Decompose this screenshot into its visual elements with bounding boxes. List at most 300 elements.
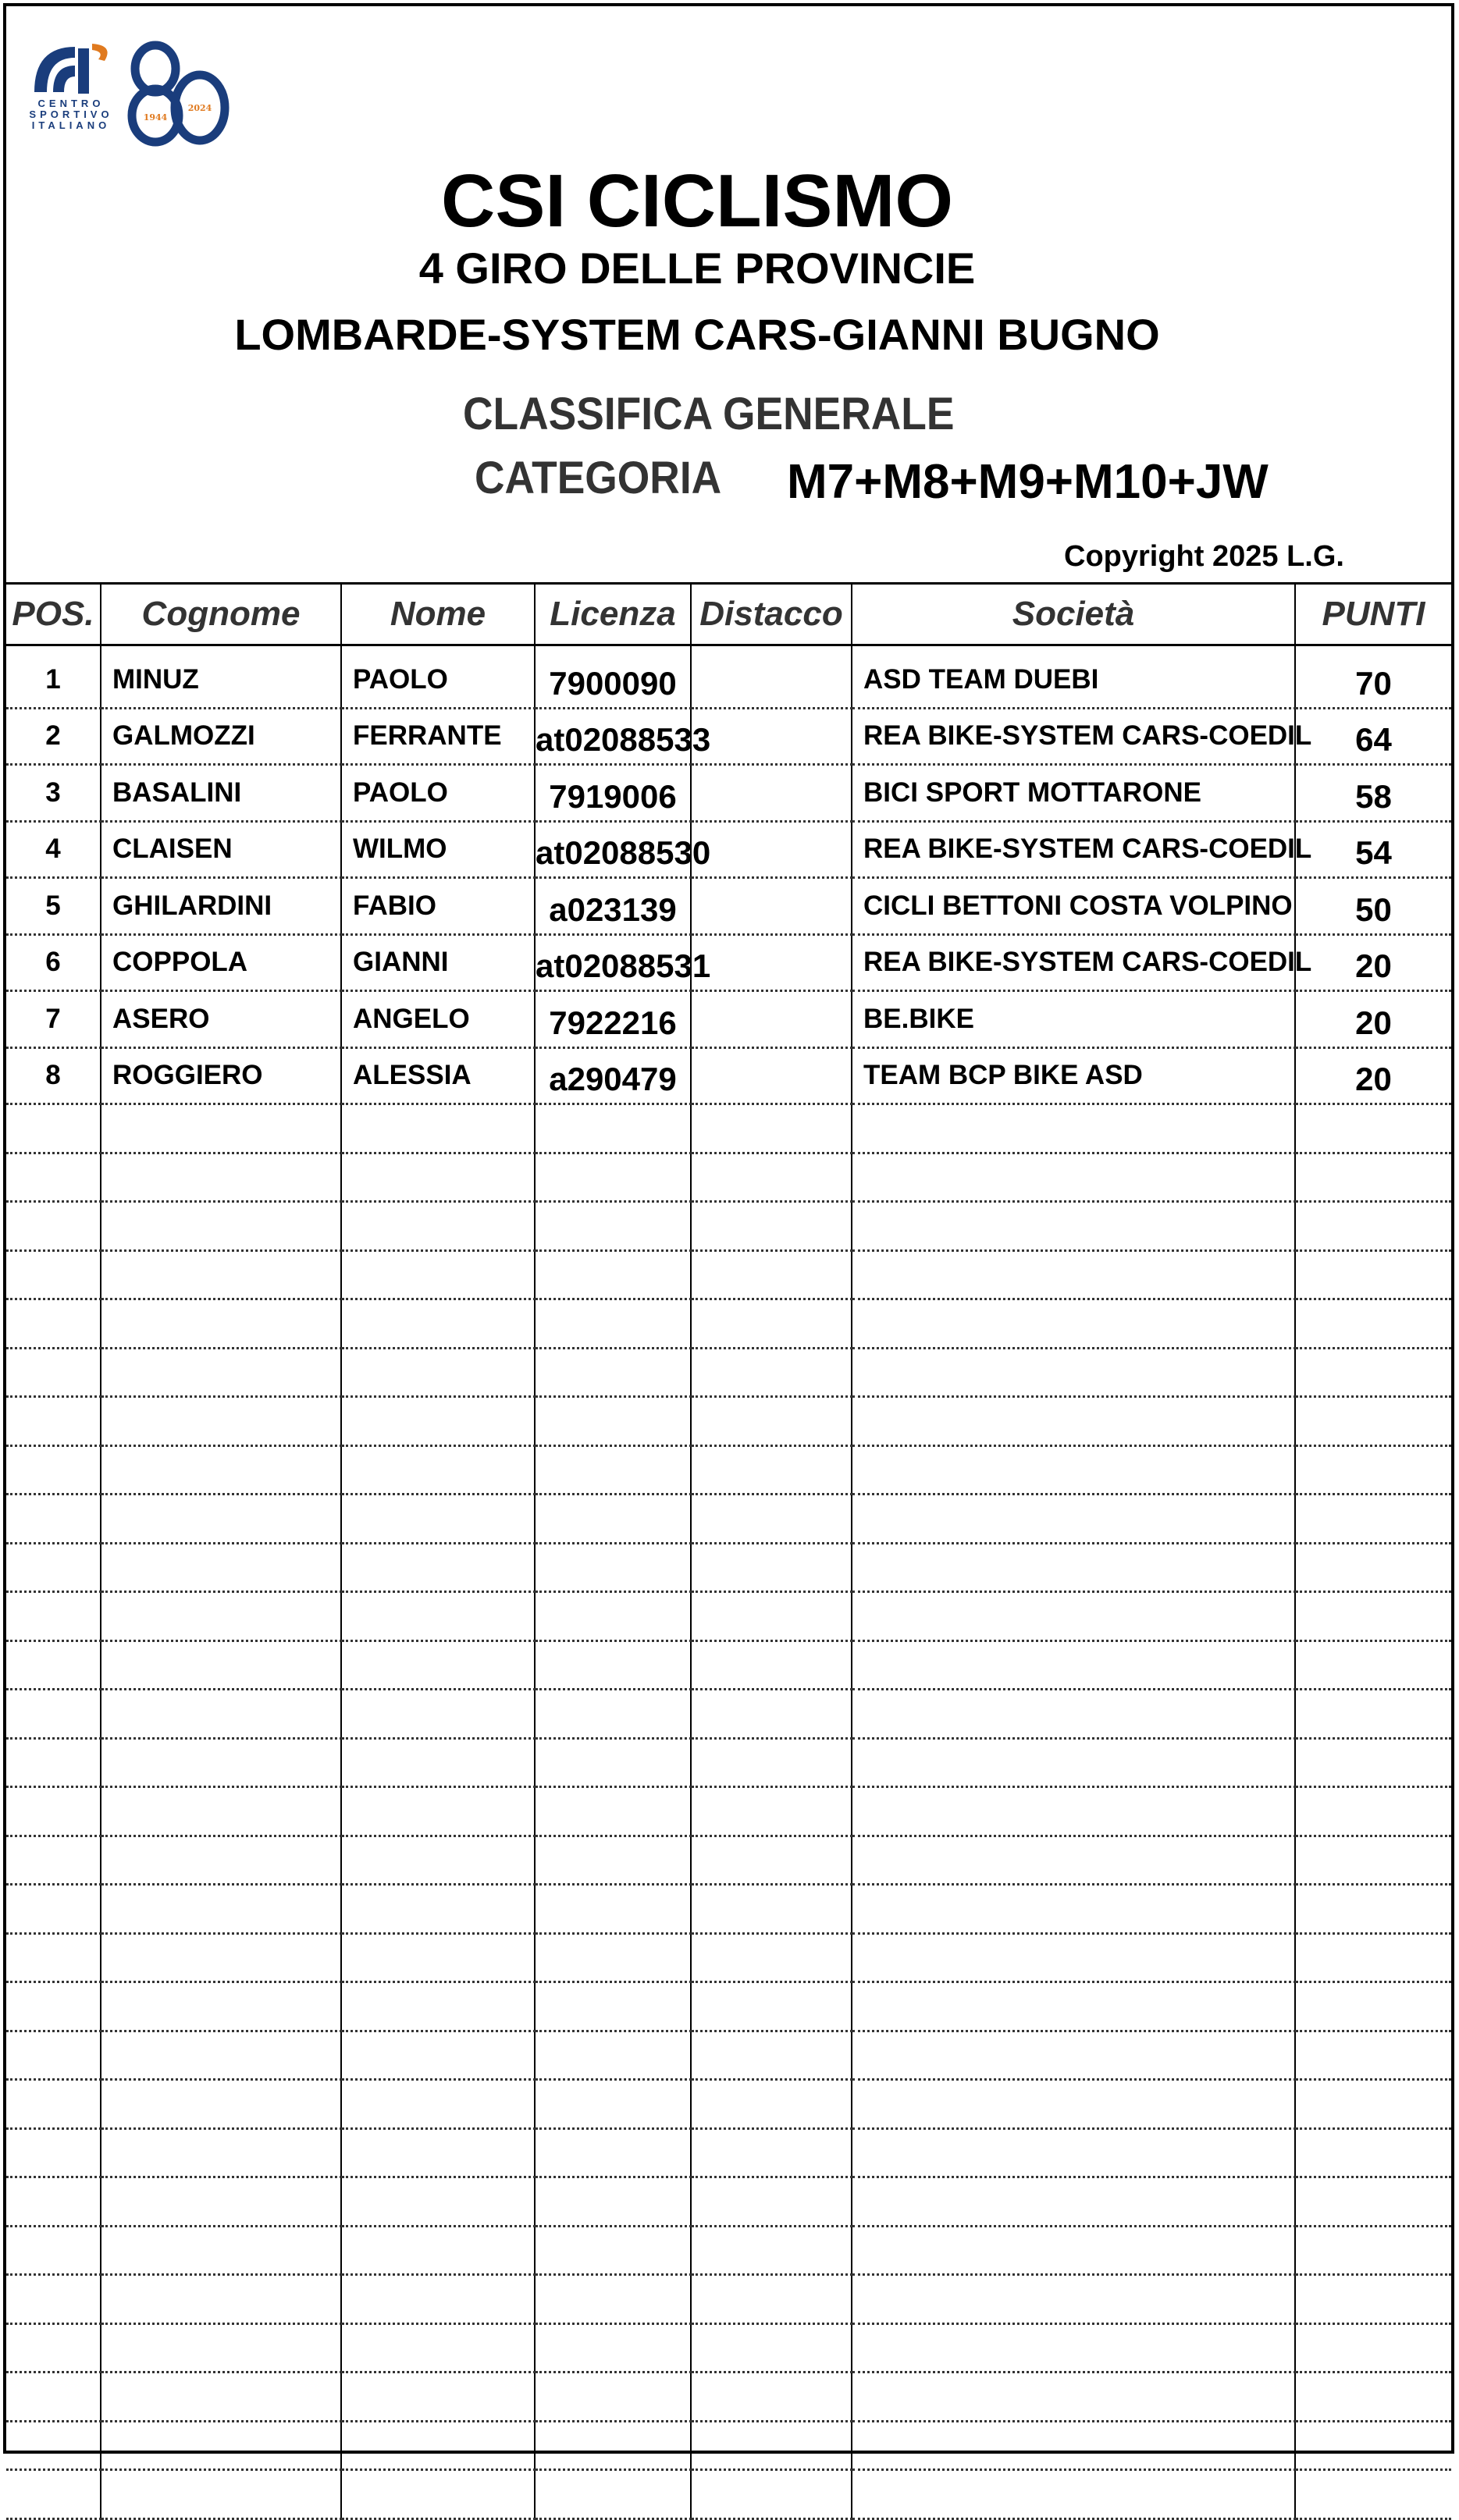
empty-table-row (6, 2177, 1451, 2227)
col-header-pos: POS. (6, 584, 101, 645)
cell-societa: ASD TEAM DUEBI (852, 652, 1295, 708)
empty-cell (6, 1690, 101, 1739)
empty-table-row (6, 1348, 1451, 1397)
cell-licenza: at02088530 (535, 821, 691, 878)
cell-nome: PAOLO (341, 765, 535, 822)
cell-societa: REA BIKE-SYSTEM CARS-COEDIL (852, 934, 1295, 991)
empty-cell (691, 2226, 852, 2275)
cell-pos: 8 (6, 1047, 101, 1104)
cell-societa: BICI SPORT MOTTARONE (852, 765, 1295, 822)
cell-cognome: GALMOZZI (101, 708, 341, 765)
empty-cell (691, 1202, 852, 1251)
empty-table-row (6, 1982, 1451, 2031)
empty-cell (852, 1348, 1295, 1397)
col-header-societa: Società (852, 584, 1295, 645)
empty-table-row (6, 1933, 1451, 1982)
empty-cell (691, 1153, 852, 1202)
empty-cell (535, 2421, 691, 2470)
cell-distacco (691, 991, 852, 1048)
empty-cell (1295, 1445, 1451, 1495)
empty-cell (535, 1495, 691, 1544)
empty-cell (852, 1104, 1295, 1153)
results-sheet (3, 3, 1454, 2454)
table-row (6, 708, 1451, 765)
empty-cell (341, 1543, 535, 1592)
empty-table-row (6, 1397, 1451, 1446)
empty-cell (1295, 2275, 1451, 2324)
empty-cell (852, 2031, 1295, 2080)
empty-cell (1295, 1738, 1451, 1787)
empty-table-row (6, 1836, 1451, 1885)
empty-table-row (6, 2323, 1451, 2372)
results-table-body (6, 645, 1451, 2519)
empty-cell (1295, 1836, 1451, 1885)
empty-cell (1295, 2128, 1451, 2177)
cell-nome: ALESSIA (341, 1047, 535, 1104)
empty-cell (852, 1738, 1295, 1787)
empty-cell (6, 1250, 101, 1299)
empty-cell (341, 1397, 535, 1446)
cell-cognome: ROGGIERO (101, 1047, 341, 1104)
empty-cell (1295, 1592, 1451, 1641)
empty-cell (852, 1299, 1295, 1349)
empty-cell (1295, 2080, 1451, 2129)
empty-cell (6, 2226, 101, 2275)
empty-cell (101, 1836, 341, 1885)
empty-cell (341, 1640, 535, 1690)
empty-cell (341, 2421, 535, 2470)
empty-cell (6, 1495, 101, 1544)
empty-cell (1295, 1202, 1451, 1251)
cell-cognome: GHILARDINI (101, 878, 341, 935)
empty-cell (101, 2275, 341, 2324)
empty-cell (101, 2470, 341, 2519)
empty-cell (535, 2031, 691, 2080)
empty-cell (6, 2128, 101, 2177)
copyright-note: Copyright 2025 L.G. (1064, 540, 1344, 573)
empty-cell (101, 1397, 341, 1446)
empty-table-row (6, 1153, 1451, 1202)
empty-cell (535, 1982, 691, 2031)
cell-distacco (691, 708, 852, 765)
empty-cell (6, 1836, 101, 1885)
empty-cell (6, 1982, 101, 2031)
empty-table-row (6, 2470, 1451, 2519)
cell-distacco (691, 1047, 852, 1104)
cell-punti: 58 (1295, 765, 1451, 822)
cell-distacco (691, 765, 852, 822)
empty-table-row (6, 1543, 1451, 1592)
empty-cell (535, 1153, 691, 1202)
empty-cell (341, 2128, 535, 2177)
table-row (6, 765, 1451, 822)
empty-cell (6, 1397, 101, 1446)
empty-table-row (6, 1787, 1451, 1836)
empty-cell (852, 2226, 1295, 2275)
empty-cell (691, 1640, 852, 1690)
empty-cell (6, 2372, 101, 2422)
empty-cell (341, 2372, 535, 2422)
cell-nome: FERRANTE (341, 708, 535, 765)
empty-table-row (6, 2372, 1451, 2422)
empty-cell (691, 2128, 852, 2177)
empty-cell (1295, 1640, 1451, 1690)
cell-pos: 3 (6, 765, 101, 822)
empty-cell (341, 1348, 535, 1397)
empty-cell (852, 1885, 1295, 1934)
col-header-cognome: Cognome (101, 584, 341, 645)
empty-table-row (6, 1640, 1451, 1690)
empty-table-row (6, 2031, 1451, 2080)
empty-cell (1295, 1397, 1451, 1446)
empty-cell (341, 1153, 535, 1202)
cell-punti: 70 (1295, 652, 1451, 708)
year-end: 2024 (187, 103, 212, 113)
empty-cell (1295, 2031, 1451, 2080)
empty-cell (1295, 1153, 1451, 1202)
empty-cell (691, 1836, 852, 1885)
empty-cell (6, 2275, 101, 2324)
cell-nome: ANGELO (341, 991, 535, 1048)
empty-cell (101, 1982, 341, 2031)
event-name-line2: LOMBARDE-SYSTEM CARS-GIANNI BUGNO (234, 310, 1160, 359)
empty-cell (852, 1690, 1295, 1739)
empty-cell (1295, 1104, 1451, 1153)
empty-cell (6, 1640, 101, 1690)
empty-cell (101, 1299, 341, 1349)
logo-brand-text: CENTRO SPORTIVO ITALIANO (29, 98, 113, 131)
table-row (6, 652, 1451, 708)
empty-cell (691, 1885, 852, 1934)
cell-societa: REA BIKE-SYSTEM CARS-COEDIL (852, 708, 1295, 765)
empty-table-row (6, 1104, 1451, 1153)
empty-cell (691, 1543, 852, 1592)
empty-cell (1295, 2421, 1451, 2470)
empty-cell (6, 1787, 101, 1836)
empty-cell (535, 1397, 691, 1446)
cell-societa: CICLI BETTONI COSTA VOLPINO (852, 878, 1295, 935)
empty-table-row (6, 1592, 1451, 1641)
empty-cell (691, 1982, 852, 2031)
empty-cell (101, 1495, 341, 1544)
empty-cell (1295, 1690, 1451, 1739)
col-header-nome: Nome (341, 584, 535, 645)
empty-cell (852, 1202, 1295, 1251)
category-value: M7+M8+M9+M10+JW (787, 455, 1269, 509)
empty-cell (341, 1495, 535, 1544)
empty-cell (101, 1640, 341, 1690)
cell-licenza: 7919006 (535, 765, 691, 822)
empty-cell (1295, 1933, 1451, 1982)
empty-cell (101, 2177, 341, 2227)
empty-cell (1295, 2470, 1451, 2519)
empty-cell (6, 1592, 101, 1641)
cell-licenza: 7922216 (535, 991, 691, 1048)
empty-cell (535, 1885, 691, 1934)
empty-cell (535, 2128, 691, 2177)
empty-cell (535, 2372, 691, 2422)
empty-cell (535, 1690, 691, 1739)
cell-distacco (691, 878, 852, 935)
empty-cell (341, 1836, 535, 1885)
empty-table-row (6, 1250, 1451, 1299)
empty-cell (691, 2080, 852, 2129)
empty-cell (101, 2421, 341, 2470)
classification-heading: CLASSIFICA GENERALE (463, 389, 955, 439)
empty-cell (341, 2080, 535, 2129)
empty-cell (341, 2275, 535, 2324)
empty-cell (1295, 2323, 1451, 2372)
year-start: 1944 (143, 112, 168, 123)
empty-cell (1295, 2372, 1451, 2422)
empty-cell (341, 2177, 535, 2227)
empty-cell (535, 1592, 691, 1641)
empty-cell (1295, 1348, 1451, 1397)
empty-cell (852, 1250, 1295, 1299)
empty-cell (852, 2372, 1295, 2422)
empty-cell (535, 1202, 691, 1251)
empty-table-row (6, 1690, 1451, 1739)
cell-nome: WILMO (341, 821, 535, 878)
empty-cell (101, 2226, 341, 2275)
cell-licenza: at02088531 (535, 934, 691, 991)
cell-distacco (691, 821, 852, 878)
empty-cell (535, 1104, 691, 1153)
cell-licenza: a290479 (535, 1047, 691, 1104)
empty-cell (341, 1787, 535, 1836)
empty-cell (691, 1592, 852, 1641)
empty-cell (101, 1445, 341, 1495)
empty-cell (6, 1153, 101, 1202)
empty-cell (535, 1543, 691, 1592)
empty-cell (691, 1495, 852, 1544)
empty-cell (341, 1299, 535, 1349)
empty-table-row (6, 1885, 1451, 1934)
cell-punti: 64 (1295, 708, 1451, 765)
table-row (6, 821, 1451, 878)
empty-cell (101, 1202, 341, 1251)
empty-cell (341, 1982, 535, 2031)
empty-table-row (6, 1495, 1451, 1544)
empty-cell (341, 1445, 535, 1495)
empty-cell (691, 2275, 852, 2324)
results-table (6, 582, 1451, 2520)
empty-cell (691, 1397, 852, 1446)
empty-table-row (6, 1445, 1451, 1495)
cell-punti: 20 (1295, 934, 1451, 991)
empty-cell (6, 1933, 101, 1982)
empty-cell (535, 2080, 691, 2129)
cell-cognome: CLAISEN (101, 821, 341, 878)
empty-cell (691, 1445, 852, 1495)
empty-cell (852, 1640, 1295, 1690)
empty-cell (341, 2470, 535, 2519)
cell-cognome: ASERO (101, 991, 341, 1048)
empty-cell (852, 1397, 1295, 1446)
empty-cell (101, 1592, 341, 1641)
table-spacer-row (6, 645, 1451, 653)
empty-cell (6, 2080, 101, 2129)
empty-cell (341, 1202, 535, 1251)
empty-cell (1295, 1982, 1451, 2031)
empty-cell (852, 2080, 1295, 2129)
empty-cell (101, 1543, 341, 1592)
col-header-distacco: Distacco (691, 584, 852, 645)
empty-cell (341, 2226, 535, 2275)
empty-cell (341, 1592, 535, 1641)
empty-cell (852, 1933, 1295, 1982)
empty-table-row (6, 1202, 1451, 1251)
table-row (6, 878, 1451, 935)
empty-cell (691, 1299, 852, 1349)
empty-table-row (6, 2421, 1451, 2470)
empty-cell (691, 1348, 852, 1397)
empty-cell (691, 1787, 852, 1836)
empty-cell (535, 2470, 691, 2519)
cell-nome: PAOLO (341, 652, 535, 708)
empty-cell (1295, 2177, 1451, 2227)
empty-cell (691, 1933, 852, 1982)
empty-cell (6, 2470, 101, 2519)
empty-cell (535, 1445, 691, 1495)
empty-cell (535, 2275, 691, 2324)
empty-cell (6, 1202, 101, 1251)
empty-cell (1295, 1250, 1451, 1299)
empty-cell (6, 1885, 101, 1934)
empty-cell (1295, 1885, 1451, 1934)
cell-punti: 50 (1295, 878, 1451, 935)
cell-societa: TEAM BCP BIKE ASD (852, 1047, 1295, 1104)
cell-cognome: COPPOLA (101, 934, 341, 991)
cell-nome: GIANNI (341, 934, 535, 991)
empty-cell (101, 1787, 341, 1836)
cell-pos: 4 (6, 821, 101, 878)
empty-cell (101, 1885, 341, 1934)
table-row (6, 991, 1451, 1048)
empty-cell (101, 1348, 341, 1397)
empty-cell (341, 1885, 535, 1934)
empty-table-row (6, 1299, 1451, 1349)
category-label: CATEGORIA (475, 453, 722, 503)
empty-cell (852, 2177, 1295, 2227)
empty-cell (691, 2421, 852, 2470)
empty-cell (341, 1250, 535, 1299)
empty-cell (691, 1104, 852, 1153)
cell-punti: 54 (1295, 821, 1451, 878)
empty-cell (691, 1250, 852, 1299)
empty-cell (691, 2031, 852, 2080)
empty-cell (6, 1738, 101, 1787)
empty-cell (852, 2421, 1295, 2470)
empty-cell (535, 2177, 691, 2227)
table-row (6, 1047, 1451, 1104)
empty-cell (852, 2470, 1295, 2519)
empty-cell (1295, 1543, 1451, 1592)
empty-cell (1295, 2226, 1451, 2275)
empty-cell (101, 1738, 341, 1787)
empty-cell (341, 1690, 535, 1739)
empty-cell (852, 1836, 1295, 1885)
empty-cell (6, 2031, 101, 2080)
empty-cell (535, 1933, 691, 1982)
empty-cell (852, 1787, 1295, 1836)
empty-cell (852, 2128, 1295, 2177)
cell-societa: REA BIKE-SYSTEM CARS-COEDIL (852, 821, 1295, 878)
empty-cell (6, 1348, 101, 1397)
empty-cell (101, 1250, 341, 1299)
empty-cell (535, 1787, 691, 1836)
empty-cell (6, 1445, 101, 1495)
empty-cell (535, 2226, 691, 2275)
cell-nome: FABIO (341, 878, 535, 935)
col-header-licenza: Licenza (535, 584, 691, 645)
empty-cell (852, 1543, 1295, 1592)
empty-cell (1295, 1787, 1451, 1836)
empty-cell (101, 2080, 341, 2129)
empty-cell (691, 1690, 852, 1739)
empty-cell (535, 1250, 691, 1299)
empty-cell (101, 2031, 341, 2080)
empty-cell (6, 2177, 101, 2227)
empty-table-row (6, 2128, 1451, 2177)
empty-cell (101, 2372, 341, 2422)
cell-licenza: 7900090 (535, 652, 691, 708)
empty-cell (691, 2470, 852, 2519)
empty-cell (6, 2421, 101, 2470)
page-title: CSI CICLISMO (440, 159, 953, 243)
empty-cell (535, 1738, 691, 1787)
empty-table-row (6, 2275, 1451, 2324)
empty-cell (341, 1933, 535, 1982)
empty-cell (852, 2275, 1295, 2324)
empty-cell (535, 1299, 691, 1349)
empty-cell (341, 2323, 535, 2372)
empty-cell (101, 1153, 341, 1202)
empty-cell (1295, 1495, 1451, 1544)
empty-cell (535, 2323, 691, 2372)
cell-pos: 6 (6, 934, 101, 991)
empty-cell (101, 2128, 341, 2177)
event-name-line1: 4 GIRO DELLE PROVINCIE (418, 243, 976, 293)
empty-table-row (6, 2080, 1451, 2129)
cell-pos: 1 (6, 652, 101, 708)
empty-cell (101, 1104, 341, 1153)
cell-licenza: at02088533 (535, 708, 691, 765)
empty-cell (6, 2323, 101, 2372)
empty-cell (852, 1982, 1295, 2031)
empty-cell (341, 1104, 535, 1153)
col-header-punti: PUNTI (1295, 584, 1451, 645)
empty-table-row (6, 2226, 1451, 2275)
table-row (6, 934, 1451, 991)
empty-cell (341, 1738, 535, 1787)
cell-pos: 7 (6, 991, 101, 1048)
empty-cell (852, 1495, 1295, 1544)
empty-cell (691, 2177, 852, 2227)
cell-societa: BE.BIKE (852, 991, 1295, 1048)
empty-cell (535, 1640, 691, 1690)
empty-cell (852, 1153, 1295, 1202)
empty-cell (6, 1543, 101, 1592)
empty-cell (852, 1592, 1295, 1641)
empty-cell (6, 1104, 101, 1153)
cell-cognome: MINUZ (101, 652, 341, 708)
empty-cell (691, 2323, 852, 2372)
empty-cell (535, 1836, 691, 1885)
empty-cell (691, 2372, 852, 2422)
empty-cell (691, 1738, 852, 1787)
empty-cell (6, 1299, 101, 1349)
